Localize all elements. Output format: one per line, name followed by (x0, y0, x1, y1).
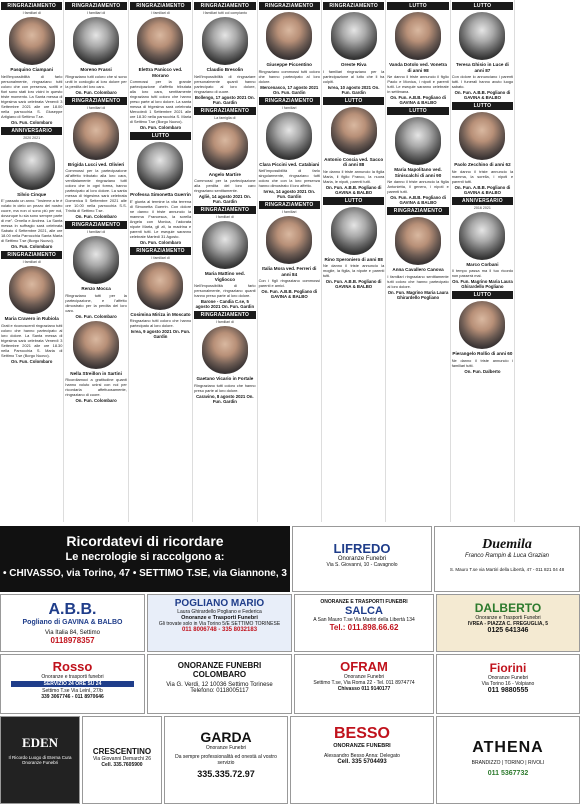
notice-text: Il tempo passa ma il tuo ricordo non passerà mai. (451, 268, 514, 278)
portrait-photo (395, 217, 441, 265)
obituary-notice (194, 2, 255, 105)
ad-garda-title: GARDA (200, 729, 252, 745)
ad-garda-addr: Da sempre professionalità ed onestà al vostro servizio (175, 754, 277, 766)
deceased-name: Cosimina Miriza in Moscato (130, 311, 191, 317)
deceased-name: Professa Simonetta Guerrin (130, 192, 191, 197)
ad-pogliano-addr: Gli trovate solo in Via Torino 5/E SETTIMO TORINESE (158, 621, 281, 627)
portrait-photo (331, 12, 377, 60)
obituary-column (451, 0, 515, 522)
portrait-photo (331, 107, 377, 155)
funeral-home-signature: Barone - Candia C.se, 5 agosto 2021 On. Fun. Gardin (195, 299, 255, 309)
notice-header: RINGRAZIAMENTO (387, 207, 448, 215)
obituary-notice (259, 201, 320, 299)
ad-eden-addr: Onoranze Funebri (21, 760, 59, 765)
funeral-home-signature: Ivrea, 14 agosto 2021 On. Fun. Gardin (263, 189, 316, 199)
obituary-notice (130, 2, 191, 130)
notice-header: LUTTO (387, 107, 448, 115)
notice-header: RINGRAZIAMENTO (194, 107, 255, 115)
ad-abb-phone: 0118978357 (50, 636, 95, 645)
ad-rosso-addr: Settimo T.se Via Leinì, 27/b (42, 688, 103, 694)
notice-intro: I familiari di (215, 215, 234, 219)
notice-text: I familiari ringraziano per la partecipazione al lutto che li ha colpiti. (322, 68, 385, 84)
deceased-name: Rino Speroniero di anni 88 (324, 256, 383, 262)
notice-text: Nell'impossibilità di farlo personalmente, ringraziano quanti hanno preso parte al loro dolore. (194, 283, 256, 298)
portrait-photo (9, 142, 55, 190)
ad-duemila-title: Duemila (482, 537, 532, 552)
deceased-name: Maria Napolitano ved. Siniscalchi di anni 90 (394, 167, 442, 178)
ad-lifredo-title: LIFREDO (333, 541, 391, 556)
deceased-name: Anna Cavallero Canova (392, 267, 444, 272)
ad-eden-sub: Il Ricordo Luogo di Eterna Cura (8, 755, 72, 760)
obituary-notice (259, 2, 320, 95)
ad-pogliano-title: POGLIANO MARIO (174, 598, 265, 609)
notice-text: Commossi per la partecipazione all'affetto tributato alla loro cara, ventilatamente ringraziano tutti coloro che in ogni forma, hanno partecipato al loro dolore. La santa messa di trigesima sarà celebrata Domenica 5 Settembre 2021 alle ore 10.00 nella parrocchia S.S. Trinità di Settimo T.se. (65, 168, 127, 213)
ad-rosso-line: SERVIZIO 24 ORE SU 24 (11, 681, 134, 687)
deceased-name: Italia Mora ved. Ferreri di anni 84 (262, 266, 317, 277)
portrait-photo (266, 12, 312, 60)
obituary-notice (387, 207, 448, 300)
deceased-name: Angelo Martire (208, 171, 241, 177)
notice-intro: I familiari di (215, 320, 234, 324)
deceased-name: Gaetano Vicario in Fortale (196, 376, 254, 381)
portrait-photo (459, 212, 505, 260)
ad-salca-sub: SALCA (345, 605, 383, 617)
obituary-notice (194, 206, 255, 309)
notice-intro: I familiari (282, 105, 297, 110)
funeral-home-signature: Agliè, 14 agosto 2021 On. Fun. Gardin (198, 194, 251, 204)
portrait-photo (73, 321, 119, 369)
funeral-home-signature: Caravino, 8 agosto 2021 On. Fun. Gardin (196, 393, 254, 404)
portrait-photo (137, 142, 183, 190)
notice-text: Ne danno il triste annuncio la mamma, la sorella, i nipoti e parenti tutti. (451, 168, 514, 184)
funeral-home-signature: On. Fun. Colombaro (75, 89, 117, 95)
ad-ofram-title: OFRAM (340, 659, 388, 674)
notice-header: RINGRAZIAMENTO (323, 2, 384, 10)
notice-text: Nell'impossibilità di farlo singolarmente, ringraziano tutti coloro che con la loro presenza hanno dimostrato il loro affetto. (258, 168, 320, 188)
deceased-name: Moreno Frassi (80, 67, 112, 72)
funeral-home-signature: On. Fun. A.B.B. Pogliano di GAVINA & BALBO (454, 184, 511, 195)
obituary-notice (452, 197, 513, 290)
deceased-name: Pierangelo Rollio di anni 60 (452, 351, 513, 356)
portrait-photo (9, 17, 55, 65)
notice-header: RINGRAZIAMENTO (259, 97, 320, 105)
deceased-name: Vanda Dotolo ved. Vonetra di anni 98 (389, 62, 447, 73)
obituary-column (129, 0, 193, 522)
notice-intro: I familiari di (86, 230, 106, 234)
notice-intro: I familiari di (22, 260, 41, 264)
notice-intro: I familiari tutti col compianto (202, 11, 248, 15)
obituary-notice (130, 247, 191, 340)
ad-salca (294, 594, 434, 652)
ad-ofram-sub: Onoranze Funebri (343, 674, 385, 680)
ad-lifredo (292, 526, 432, 592)
ad-garda-sub: Onoranze Funebri (205, 745, 247, 751)
deceased-name: Silvio Cinque (17, 191, 47, 197)
notice-header: RINGRAZIAMENTO (194, 311, 255, 319)
ad-fiorini-addr: Via Torino 16 - Volpiano (481, 681, 535, 687)
ad-rosso-title: Rosso (52, 659, 93, 674)
notice-intro: I familiari di (151, 255, 170, 260)
notice-text: Ne danno il triste annuncio la figlia Maria, il figlio Franco, la nuora Maria, le nipoti, parenti tutti. (322, 168, 385, 184)
ad-colombaro-phone: Telefono: 0118005117 (190, 688, 249, 694)
obituary-notice (452, 291, 513, 374)
notice-text: Nell'impossibilità di ringraziare personalmente quanti hanno partecipato al loro dolore, ringraziano di cuore. (194, 73, 256, 94)
obituary-notice (130, 132, 191, 245)
ad-pogliano (147, 594, 292, 652)
notice-text: Ne danno il triste annuncio il figlio Paolo e Monica, i nipoti e parenti tutti. Le esequie saranno celebrate in settimana. (387, 74, 449, 94)
deceased-name: Nella Streillon in Sartini (70, 370, 122, 376)
notice-header: RINGRAZIAMENTO (65, 2, 126, 10)
ad-besso-phone: Cell. 335 5704493 (337, 759, 387, 765)
banner-title: Ricordatevi di ricordare (66, 533, 224, 549)
obituary-notice (1, 2, 62, 125)
ad-eden (0, 716, 80, 804)
funeral-home-signature: On. Fun. A.B.B. Pogliano di GAVINA & BALBO (325, 184, 382, 195)
notice-text: Commossi per la partecipazione alla perdita del loro caro ringraziano sentitamente. (194, 178, 256, 193)
funeral-home-signature: On. Fun. A.B.B. Pogliano di GAVINA & BALBO (454, 90, 511, 100)
obituary-notice (387, 107, 448, 205)
obituary-column (322, 0, 386, 522)
ad-fiorini-phone: 011 9880555 (487, 687, 529, 694)
funeral-home-signature: On. Fun. A.B.B. Pogliano di GAVINA & BALBO (390, 95, 446, 105)
portrait-photo (459, 301, 505, 349)
ad-crescentino-sub: Via Giovanni Demarchi 26 (93, 756, 151, 762)
ad-fiorini-title: Fiorini (489, 661, 527, 675)
ad-crescentino-title: CRESCENTINO (92, 747, 152, 756)
ad-salca-phone: Tel.: 011.898.66.62 (329, 623, 399, 632)
portrait-photo (395, 12, 441, 60)
notice-text: Ne danno il triste annuncio la moglie, la figlia, la nipote e parenti tutti. (322, 263, 385, 278)
ad-besso-title: BESSO (333, 725, 390, 742)
portrait-photo (73, 236, 119, 284)
ad-besso-addr: Alessandro Besso Anna: Delegato (324, 753, 400, 759)
deceased-name: Antonio Coscia ved. Sacco di anni 88 (324, 156, 384, 167)
portrait-photo (331, 207, 377, 255)
obituary-notice (1, 251, 62, 364)
notice-intro: I familiari (282, 210, 297, 214)
ad-rosso (0, 654, 145, 714)
funeral-home-signature: On. Fun. Colombaro (75, 214, 117, 219)
ad-abb (0, 594, 145, 652)
funeral-home-signature: On. Fun. A.B.B. Pogliano di GAVINA & BALBO (261, 289, 318, 299)
notice-header: RINGRAZIAMENTO (259, 201, 320, 209)
ad-duemila-addr: S. Mauro T.se via Martiri della Libertà, 47 - 011 821 04 48 (449, 567, 565, 572)
notice-intro: I familiari di (151, 11, 170, 15)
ad-pogliano-sub: Laura Ghirardello Pogliano e Federica (177, 609, 262, 615)
notice-header: RINGRAZIAMENTO (65, 97, 126, 105)
notice-intro: 2016 2021 (473, 205, 491, 210)
portrait-photo (395, 117, 441, 165)
ad-dalberto-sub: Onoranze e Trasporti Funebri (475, 615, 541, 621)
portrait-photo (137, 17, 183, 65)
notice-text: Ringraziano tutti per la partecipazione, e l'affetto dimostrato per la perdita del loro caro. (65, 292, 127, 313)
ad-dalberto-phone: 0125 641346 (487, 627, 529, 634)
ad-ofram (294, 654, 434, 714)
ad-colombaro-title: ONORANZE FUNEBRI COLOMBARO (177, 661, 262, 679)
ad-lifredo-sub: Onoranze Funebri (337, 556, 387, 562)
portrait-photo (202, 122, 248, 170)
ad-dalberto-title: DALBERTO (474, 601, 542, 615)
notice-text: Ringraziano tutti coloro che hanno partecipato al loro dolore. (129, 318, 192, 328)
obituary-column (0, 0, 64, 522)
notice-header: LUTTO (130, 132, 191, 140)
notice-intro: La famiglia di (214, 115, 236, 120)
ad-besso (290, 716, 434, 804)
notice-intro: I familiari di (86, 11, 106, 15)
obituary-notice (65, 321, 126, 404)
funeral-home-signature: On. Fun. A.B.B. Pogliano di GAVINA & BALBO (390, 195, 446, 205)
portrait-photo (9, 266, 55, 314)
deceased-name: Clara Piccini ved. Catabiani (259, 161, 320, 167)
ad-abb-addr: Via Italia 84, Settimo (45, 630, 100, 636)
obituary-notice (65, 97, 126, 220)
ad-dalberto (436, 594, 580, 652)
notice-text: E' giunta al termine la vita terrena di Simonetta Guerrin. Con dolore ne danno il triste annuncio la mamma Francesca, la sorella Angela con Monica, l'adorata nipote Marta, gli zii, la madrina e parenti tutti. Le esequie saranno celebrate Martedì 31 Agosto. (129, 198, 192, 239)
deceased-name: Renzo Mocca (81, 286, 111, 291)
ad-colombaro-addr: Via G. Verdi, 12 10036 Settimo Torinese (166, 682, 273, 688)
obituary-column (258, 0, 322, 522)
notice-text: E' passato un anno. "Insieme a te è volato in cielo un pezzo del nostro cuore, ma non ci sono più per noi, dovunque tu sia sono sempre parte di me". Ornella e Andrea. La Santa messa in suffragio sarà celebrata Sabato 4 Settembre 2021, alle ore 18.00 nella Parrocchia Santa Maria di Settimo T.se (Borgo Nuovo). (1, 198, 63, 243)
notice-header: LUTTO (387, 2, 448, 10)
obituary-notice (65, 221, 126, 319)
deceased-name: Maria Cravero in Rubiola (4, 316, 59, 321)
ad-salca-addr: A San Mauro T.se Via Martiri della Libertà 134 (313, 617, 415, 623)
funeral-home-signature: Ivrea, 9 agosto 2021 On. Fun. Gardin (130, 329, 191, 339)
deceased-name: Pasquino Ciampani (10, 67, 54, 72)
obituary-column (193, 0, 257, 522)
ad-crescentino-phone: Cell. 335.7605900 (101, 762, 143, 768)
notice-header: RINGRAZIAMENTO (1, 251, 62, 259)
obituary-column (64, 0, 128, 522)
notice-header: RINGRAZIAMENTO (194, 206, 255, 214)
ad-rosso-phone: 339 3067746 - 011 8970646 (41, 694, 104, 700)
ad-athena (436, 716, 580, 804)
ad-garda (164, 716, 288, 804)
obituary-notice (65, 2, 126, 95)
notice-text: Ringraziano tutti coloro che si sono uniti in cordoglio al loro dolore per la perdita del loro caro. (65, 73, 127, 89)
portrait-photo (73, 17, 119, 65)
notice-header: LUTTO (323, 197, 384, 205)
notice-header: LUTTO (452, 102, 513, 110)
notice-intro: 2020 2021 (23, 135, 41, 140)
funeral-home-signature: On. Fun. Magrino Maria Laura Ghirardello Pogliano (387, 289, 449, 300)
deceased-name: Paolo Zecchino di anni 62 (454, 162, 511, 167)
obituary-notice (194, 107, 255, 205)
ad-athena-title: ATHENA (472, 739, 544, 756)
ad-besso-sub: ONORANZE FUNEBRI (333, 743, 391, 749)
deceased-name: Elettra Panicco ved. Morano (138, 67, 183, 78)
ad-rosso-sub: Onoranze e trasporti funebri (41, 674, 104, 680)
obituary-notice (194, 311, 255, 404)
funeral-home-signature: Mercenasco, 17 agosto 2021 On. Fun. Gardin (260, 84, 319, 95)
ad-pogliano-phone: 011 8006748 - 335 8032183 (181, 627, 258, 633)
ad-abb-title: A.B.B. (48, 601, 97, 618)
funeral-home-signature: On. Fun. Colombaro (11, 119, 53, 125)
notice-header: LUTTO (323, 97, 384, 105)
ad-garda-phone: 335.335.72.97 (197, 769, 255, 779)
obituary-notice (323, 197, 384, 290)
ad-lifredo-addr: Via S. Giovanni, 10 - Cavagnolo (326, 562, 398, 568)
ad-fiorini (436, 654, 580, 714)
obituary-notice (387, 2, 448, 105)
ad-salca-title: ONORANZE E TRASPORTI FUNEBRI (320, 599, 408, 605)
deceased-name: Giuseppe Piccentino (266, 62, 312, 67)
ad-athena-sub: BRANDIZZO | TORINO | RIVOLI (471, 760, 545, 766)
portrait-photo (202, 17, 248, 65)
ad-duemila-sub: Franco Rampin & Luca Grazian (464, 553, 550, 559)
notice-text: I familiari ringraziano sentitamente tutti coloro che hanno partecipato al loro dolore. (387, 273, 449, 289)
notice-header: RINGRAZIAMENTO (65, 221, 126, 229)
notice-text: Ne danno il triste annuncio la figlia Antonietta, il genero, i nipoti e parenti tutti. (387, 179, 449, 194)
notice-text: Ricordiamoci a gratitudine quanti hanno voluto unirsi con noi per ricordarla affettuosamente, ringraziano di cuore. (65, 377, 127, 397)
notice-text: Commossi per la grande partecipazione d'affetto tributata alla loro cara, sentitamente ringraziano tutti coloro che hanno preso parte al loro dolore. La santa messa di trigesima sarà celebrata Mercoledì 1 Settembre 2021 alle ore 18.30 nella parrocchia S. Maria di Settimo T.se (Borgo Nuovo). (129, 79, 192, 124)
obituary-notice (452, 102, 513, 195)
portrait-photo (266, 216, 312, 264)
funeral-home-signature: On. Fun. Colombaro (139, 239, 182, 245)
funeral-home-signature: On. Fun. Colombaro (139, 125, 182, 130)
obituary-notice (452, 2, 513, 100)
funeral-home-signature: Ivrea, 10 agosto 2021 On. Fun. Gardin (327, 84, 380, 95)
ad-ofram-addr: Settimo T.se, Via Roma 22 - Tel. 011 8974774 (313, 680, 415, 686)
obituary-notice (323, 97, 384, 195)
notice-header: RINGRAZIAMENTO (194, 2, 255, 10)
notice-text: Ringraziano commossi tutti coloro che hanno partecipato al loro dolore. (258, 68, 320, 84)
funeral-home-signature: On. Fun. Colombaro (11, 244, 53, 249)
notice-intro: I familiari di (22, 11, 41, 15)
funeral-home-signature: On. Fun. Dalberto (464, 368, 501, 374)
notice-intro: I familiari di (86, 105, 106, 110)
deceased-name: Teresa Ghisio in Luce di anni 87 (456, 62, 509, 73)
ad-ofram-phone: Chivasso 011 9140177 (337, 686, 391, 692)
obituary-notice (259, 97, 320, 200)
portrait-photo (137, 262, 183, 310)
notice-text: Ne danno il triste annuncio i familiari tutti. (451, 357, 514, 368)
notice-text: Con i figli ringraziano commossi parenti e amici. (258, 278, 320, 288)
notice-header: ANNIVERSARIO (452, 197, 513, 205)
notice-header: RINGRAZIAMENTO (130, 247, 191, 255)
collection-points-banner (0, 526, 290, 592)
portrait-photo (459, 12, 505, 60)
notice-text: Grati e riconoscenti ringraziano tutti coloro che hanno partecipato al loro dolore. La Santa messa di trigesima sarà celebrata Venerdì 3 Settembre 2021 alle ore 18.30 nella Parrocchia S. Maria di Settimo T.se (Borgo Nuovo). (1, 322, 63, 358)
ad-colombaro (147, 654, 292, 714)
notice-header: ANNIVERSARIO (1, 127, 62, 135)
obituary-column (386, 0, 450, 522)
notice-header: LUTTO (452, 291, 513, 299)
portrait-photo (202, 221, 248, 269)
ad-athena-phone: 011 5367732 (487, 770, 529, 777)
funeral-home-signature: On. Fun. Colombaro (75, 398, 117, 403)
funeral-home-signature: On. Fun. Colombaro (11, 358, 53, 364)
notice-header: RINGRAZIAMENTO (1, 2, 62, 10)
deceased-name: Marco Corbani (466, 261, 499, 267)
deceased-name: Claudio Bresolin (206, 67, 244, 72)
ad-pogliano-line: Onoranze e Trasporti Funebri (181, 615, 258, 621)
portrait-photo (202, 326, 248, 374)
notice-text: Nell'impossibilità di farlo personalmente, ringraziano tutti coloro che con presenza, scritti e fiori sono stati loro vicini in questo triste momento. La Santa messa di trigesima sarà celebrata Venerdì 3 Settembre 2021 alle ore 18.00 nella parrocchia S. Giuseppe Artigiano di Settimo T.se. (1, 73, 63, 119)
funeral-home-signature: On. Fun. Magrino Maria Laura Ghirardello Pogliano (452, 279, 513, 289)
deceased-name: Maria Mattino ved. Vigliocco (204, 271, 245, 282)
ad-crescentino (82, 716, 162, 804)
ad-eden-title: EDEN (21, 735, 59, 750)
banner-addresses: • CHIVASSO, via Torino, 47 • SETTIMO T.SE, via Giannone, 3 (3, 568, 287, 579)
funeral-home-signature: On. Fun. Colombaro (75, 313, 117, 319)
funeral-home-signature: On. Fun. A.B.B. Pogliano di GAVINA & BALBO (325, 279, 382, 289)
portrait-photo (459, 112, 505, 160)
portrait-photo (73, 112, 119, 160)
banner-subtitle: Le necrologie si raccolgono a: (65, 551, 225, 563)
deceased-name: Brigida Lucci ved. Olivieri (67, 161, 125, 167)
notice-header: RINGRAZIAMENTO (130, 2, 191, 10)
obituary-notice (1, 127, 62, 250)
notice-text: Con dolore lo annunciano i parenti tutti. I funerali hanno avuto luogo sabato. (451, 74, 514, 89)
notice-header: LUTTO (452, 2, 513, 10)
ad-fiorini-sub: Onoranze Funebri (487, 675, 529, 681)
portrait-photo (266, 112, 312, 160)
notice-text: Ringraziano tutti coloro che hanno preso parte al loro dolore. (194, 382, 256, 393)
obituary-notice (323, 2, 384, 95)
ad-duemila (434, 526, 580, 592)
deceased-name: Oreste Riva (340, 62, 367, 67)
funeral-home-signature: Bollengo, 17 agosto 2021 On. Fun. Gardin (194, 94, 255, 105)
notice-header: RINGRAZIAMENTO (259, 2, 320, 10)
ad-dalberto-addr: IVREA - PIAZZA C. FREGUGLIA, 5 (467, 621, 549, 627)
ad-abb-sub: Pogliano di GAVINA & BALBO (22, 619, 123, 626)
